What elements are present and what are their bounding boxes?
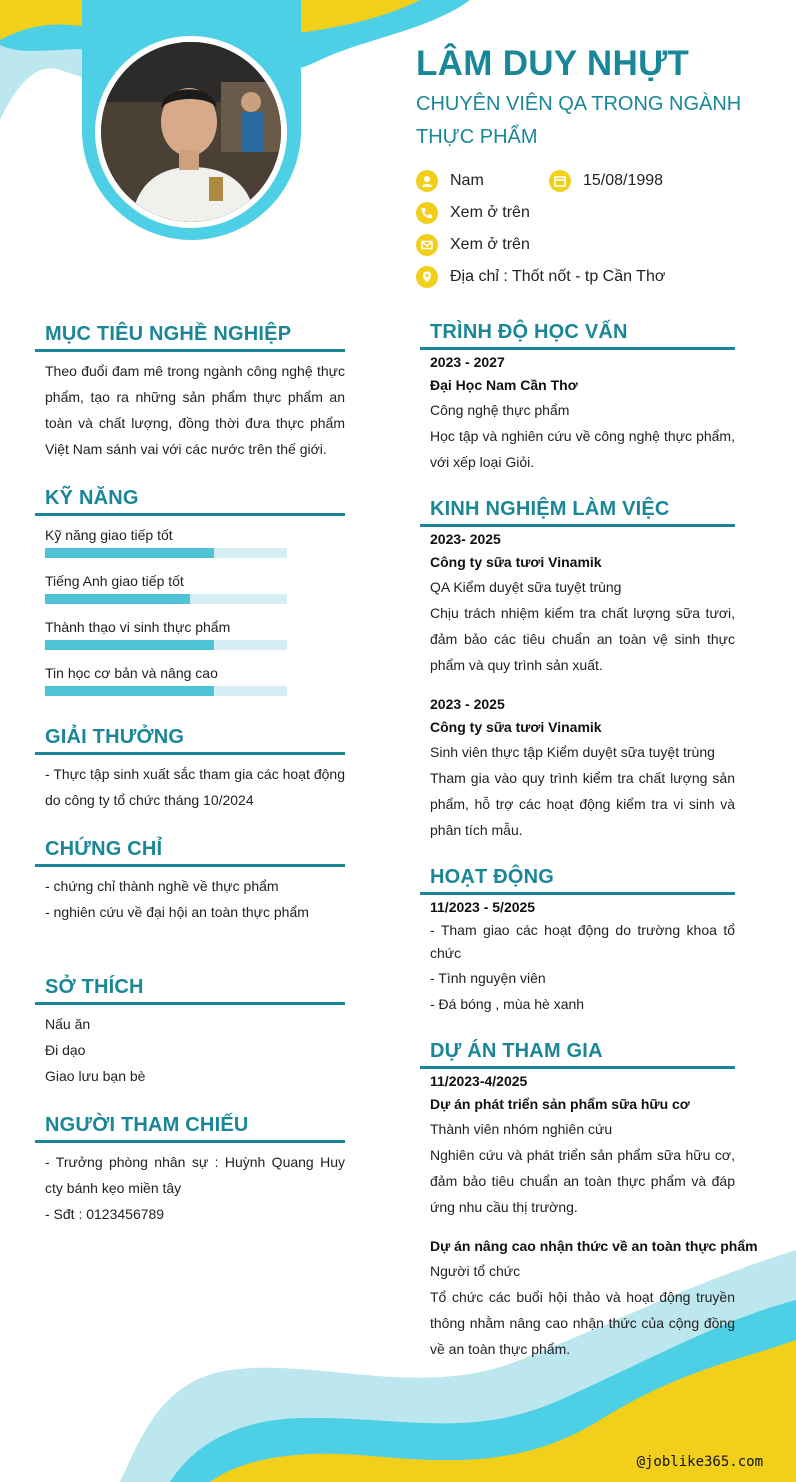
education-date: 2023 - 2027	[430, 354, 505, 370]
gender-value: Nam	[450, 172, 484, 189]
skill-label: Tiếng Anh giao tiếp tốt	[45, 573, 184, 589]
skill-bar-fill	[45, 686, 214, 696]
user-icon	[416, 170, 438, 192]
certificates-title: CHỨNG CHỈ	[35, 838, 345, 867]
email-value[interactable]: Xem ở trên	[450, 236, 530, 253]
project-name: Dự án phát triển sản phẩm sữa hữu cơ	[430, 1096, 690, 1112]
email-row	[416, 234, 530, 256]
skill-bar	[45, 594, 287, 604]
calendar-icon	[549, 170, 571, 192]
experience-desc: Chịu trách nhiệm kiểm tra chất lượng sữa tươi, đảm bảo các tiêu chuẩn an toàn vệ sinh thực phẩm và quy trình sản xuất.	[430, 605, 735, 673]
objective-title: MỤC TIÊU NGHỀ NGHIỆP	[35, 323, 345, 352]
project-desc: Nghiên cứu và phát triển sản phẩm sữa hữu cơ, đảm bảo tiêu chuẩn an toàn thực phẩm và đáp ứng nhu cầu thị trường.	[430, 1147, 735, 1215]
skill-bar-fill	[45, 594, 190, 604]
location-icon	[416, 266, 438, 288]
activities-title: HOẠT ĐỘNG	[420, 866, 735, 895]
watermark: @joblike365.com	[636, 1454, 763, 1470]
experience-role: Sinh viên thực tập Kiểm duyệt sữa tuyệt trùng	[430, 744, 715, 760]
objective-text: Theo đuổi đam mê trong ngành công nghệ thực phẩm, tạo ra những sản phẩm thực phẩm an toàn và chất lượng, đồng thời đưa thực phẩm Việt Nam sánh vai với các nước trên thế giới.	[45, 363, 345, 457]
experience-role: QA Kiểm duyệt sữa tuyệt trùng	[430, 579, 622, 595]
certificate-item: - chứng chỉ thành nghề về thực phẩm	[45, 878, 279, 894]
experience-company: Công ty sữa tươi Vinamik	[430, 554, 602, 570]
skills-title: KỸ NĂNG	[35, 487, 345, 516]
activity-item: - Tham giao các hoạt động do trường khoa tổ chức	[430, 922, 735, 961]
phone-value[interactable]: Xem ở trên	[450, 204, 530, 221]
education-desc: Học tập và nghiên cứu về công nghệ thực phẩm, với xếp loại Giỏi.	[430, 428, 735, 470]
skill-label: Kỹ năng giao tiếp tốt	[45, 527, 173, 543]
reference-phone: - Sđt : 0123456789	[45, 1206, 165, 1222]
hobby-item: Giao lưu bạn bè	[45, 1068, 146, 1084]
experience-title: KINH NGHIỆM LÀM VIỆC	[420, 498, 735, 527]
awards-title: GIẢI THƯỞNG	[35, 726, 345, 755]
reference-text: - Trưởng phòng nhân sự : Huỳnh Quang Huy cty bánh kẹo miền tây	[45, 1154, 345, 1196]
hobby-item: Nấu ăn	[45, 1016, 91, 1032]
phone-row	[416, 202, 530, 224]
address-value: Địa chỉ : Thốt nốt - tp Cần Thơ	[450, 268, 666, 285]
skill-label: Thành thạo vi sinh thực phẩm	[45, 619, 231, 635]
references-title: NGƯỜI THAM CHIẾU	[35, 1114, 345, 1143]
email-icon	[416, 234, 438, 256]
skill-bar	[45, 640, 287, 650]
experience-date: 2023- 2025	[430, 531, 501, 547]
activities-date: 11/2023 - 5/2025	[430, 899, 536, 915]
skill-bar	[45, 686, 287, 696]
birthday-value: 15/08/1998	[583, 172, 664, 189]
project-role: Người tổ chức	[430, 1263, 521, 1279]
experience-date: 2023 - 2025	[430, 696, 505, 712]
project-role: Thành viên nhóm nghiên cứu	[430, 1121, 613, 1137]
projects-date: 11/2023-4/2025	[430, 1073, 528, 1089]
address-row	[416, 266, 665, 288]
experience-company: Công ty sữa tươi Vinamik	[430, 719, 602, 735]
certificate-item: - nghiên cứu về đại hội an toàn thực phẩm	[45, 904, 309, 920]
education-major: Công nghệ thực phẩm	[430, 402, 570, 418]
skill-bar	[45, 548, 287, 558]
skill-bar-fill	[45, 640, 214, 650]
skill-label: Tin học cơ bản và nâng cao	[45, 665, 218, 681]
phone-icon	[416, 202, 438, 224]
project-name: Dự án nâng cao nhận thức về an toàn thực phẩm	[430, 1238, 758, 1254]
gender-row	[416, 170, 484, 192]
profile-photo	[101, 42, 281, 222]
hobbies-title: SỞ THÍCH	[35, 976, 345, 1005]
birthday-row	[549, 170, 663, 192]
job-title: CHUYÊN VIÊN QA TRONG NGÀNH THỰC PHẨM	[416, 93, 742, 148]
education-school: Đại Học Nam Cần Thơ	[430, 377, 578, 393]
activity-item: - Tình nguyện viên	[430, 970, 546, 986]
hobby-item: Đi dạo	[45, 1042, 86, 1058]
projects-title: DỰ ÁN THAM GIA	[420, 1040, 735, 1069]
experience-desc: Tham gia vào quy trình kiểm tra chất lượng sản phẩm, hỗ trợ các hoạt động kiểm tra vi sinh và phân tích mẫu.	[430, 770, 735, 838]
education-title: TRÌNH ĐỘ HỌC VẤN	[420, 321, 735, 350]
awards-text: - Thực tập sinh xuất sắc tham gia các hoạt động do công ty tổ chức tháng 10/2024	[45, 766, 345, 808]
project-desc: Tổ chức các buổi hội thảo và hoạt động truyền thông nhằm nâng cao nhận thức của cộng đồng về an toàn thực phẩm.	[430, 1289, 735, 1357]
activity-item: - Đá bóng , mùa hè xanh	[430, 996, 585, 1012]
candidate-name: LÂM DUY NHỰT	[416, 44, 690, 83]
skill-bar-fill	[45, 548, 214, 558]
